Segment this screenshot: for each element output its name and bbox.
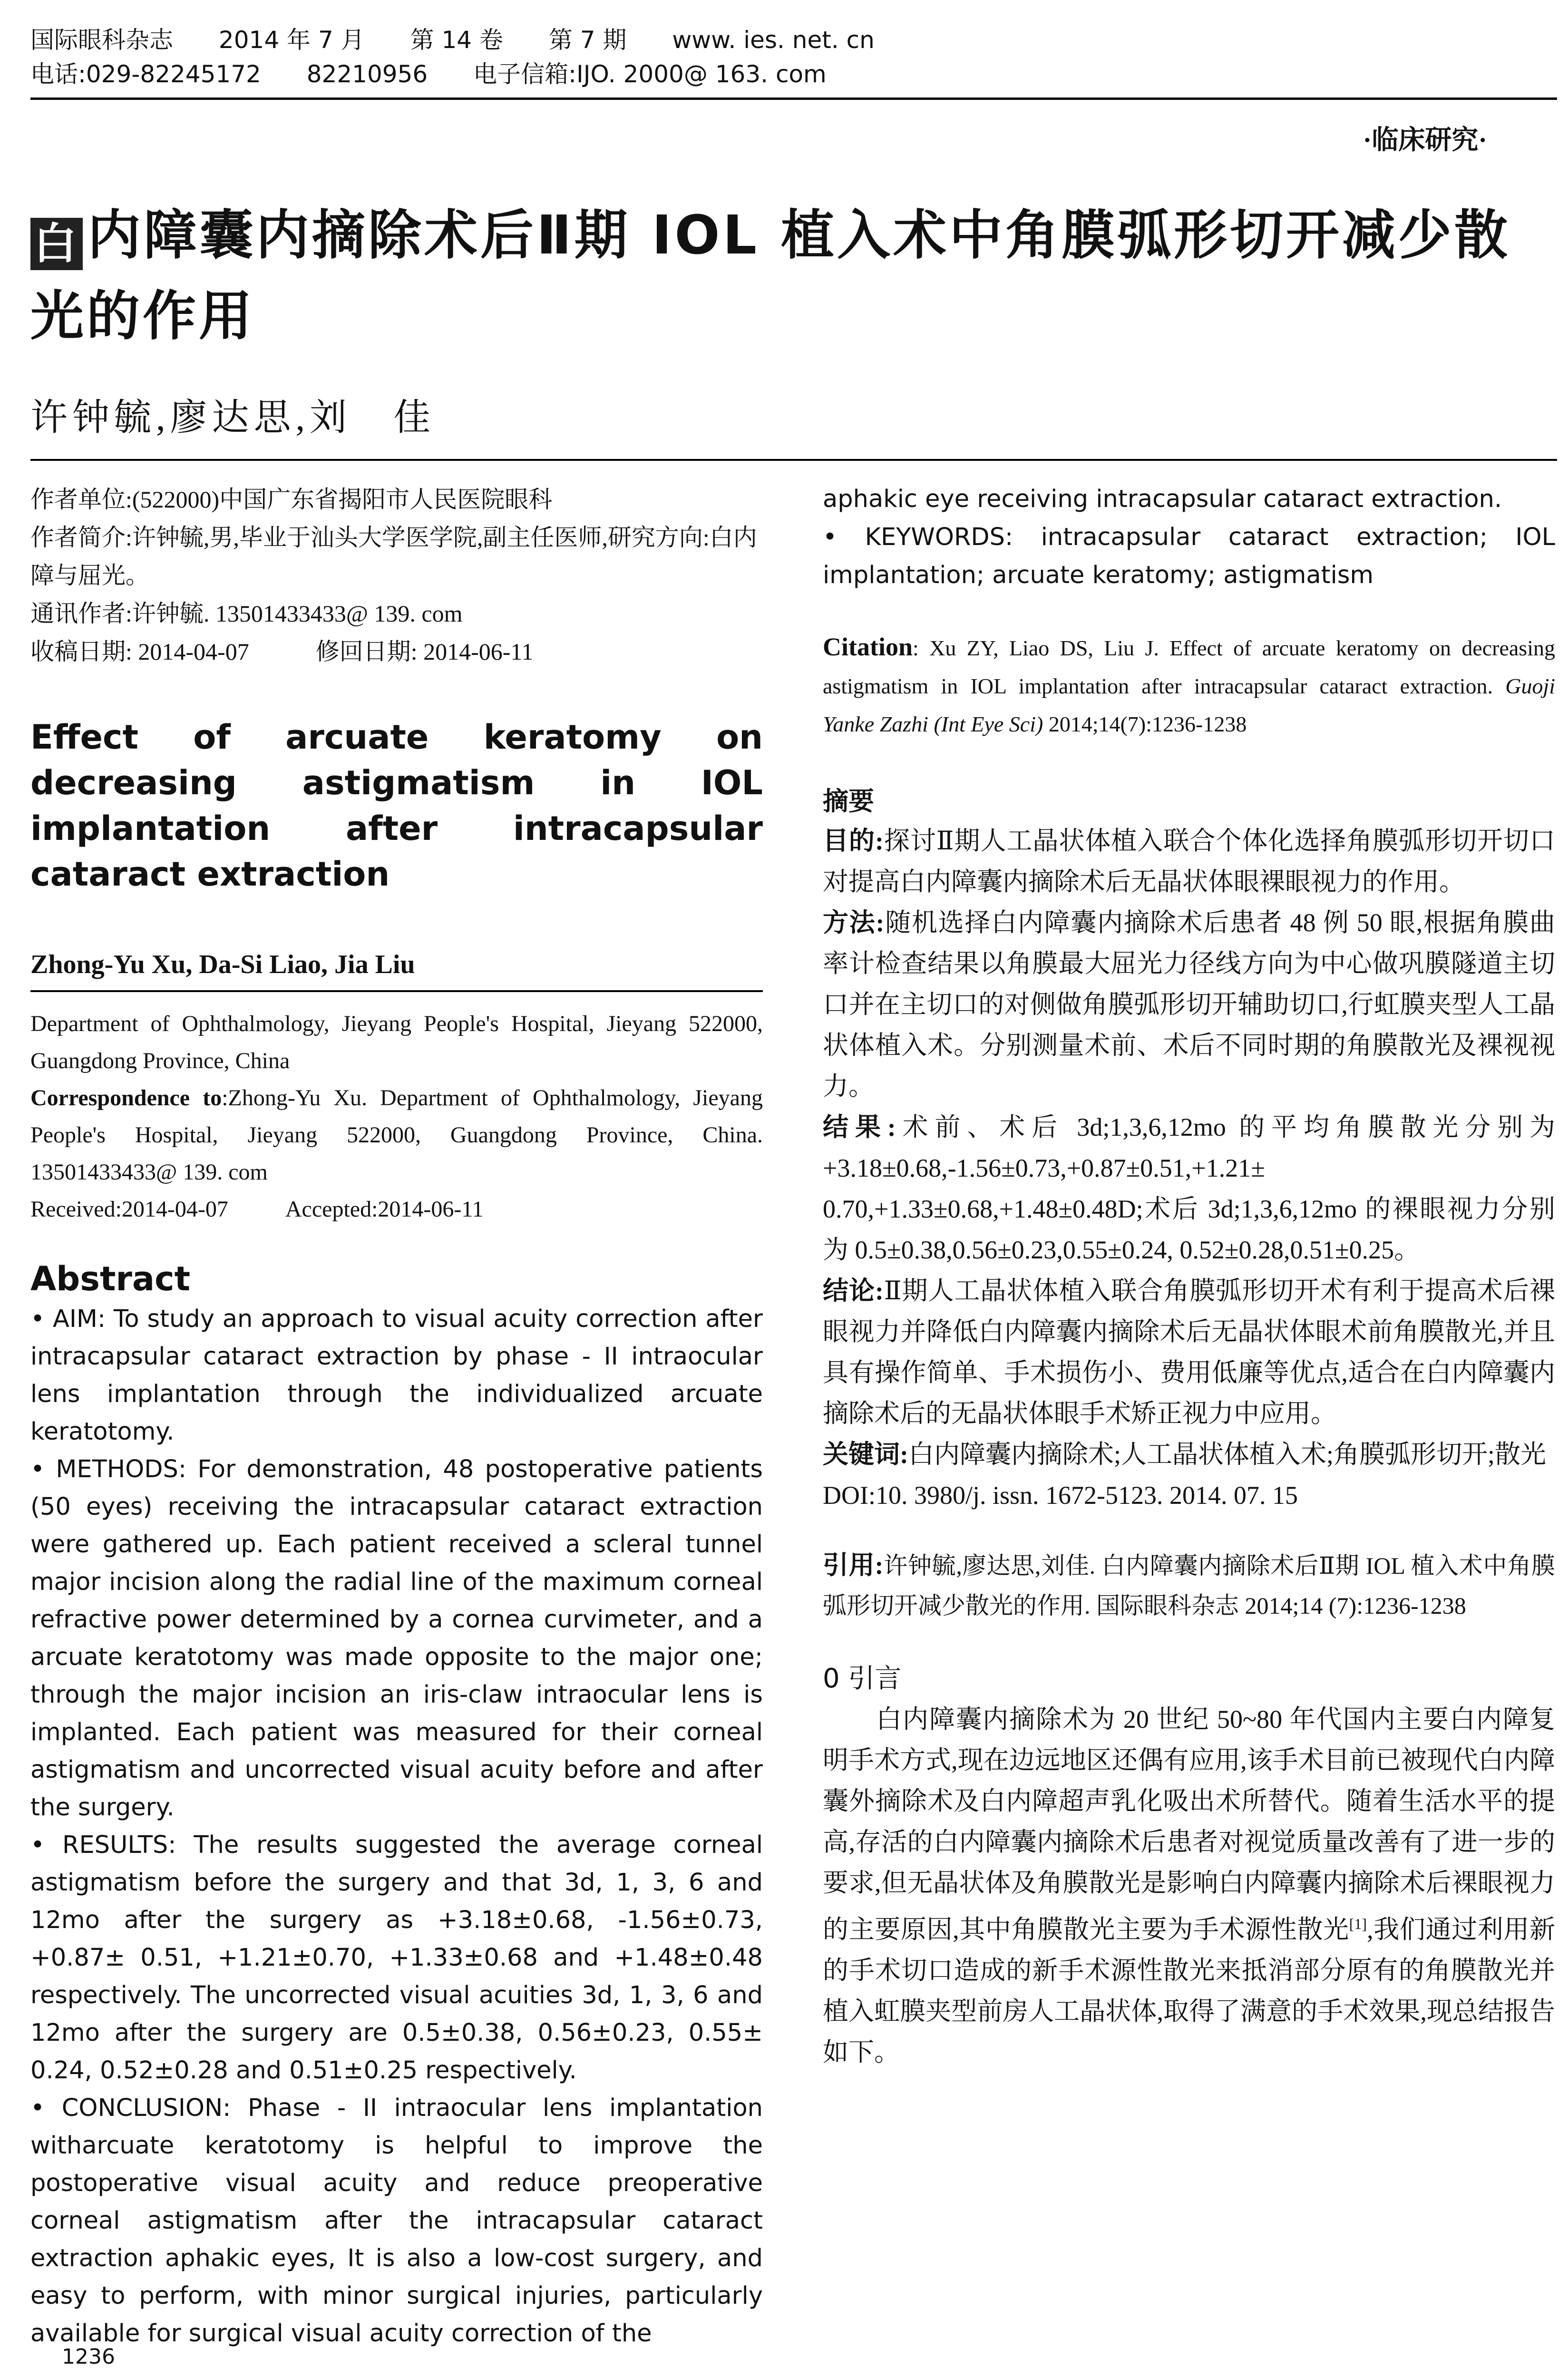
- cn-keywords-text: 白内障囊内摘除术;人工晶状体植入术;角膜弧形切开;散光: [908, 1440, 1546, 1469]
- author-unit: 作者单位:(522000)中国广东省揭阳市人民医院眼科: [30, 486, 553, 513]
- journal-name: 国际眼科杂志: [30, 26, 173, 54]
- cn-results-label: 结果:: [823, 1113, 896, 1141]
- abstract-methods: • METHODS: For demonstration, 48 postoperative patients (50 eyes) receiving the intracapsular cataract extraction were gathered up. Each patient received a scleral tunnel major incision along the radial line of the maximum corneal refractive power determined by a cornea curvimeter, and a arcuate keratotomy was made opposite to the major one; through the major incision an iris-claw intraocular lens is implanted. Each patient was measured for their corneal astigmatism and uncorrected visual acuity before and after the surgery.: [30, 1455, 763, 1822]
- journal-website[interactable]: www. ies. net. cn: [672, 26, 875, 54]
- author-info: [30, 480, 763, 671]
- issue-number: 第 7 期: [548, 26, 627, 54]
- journal-header: [30, 23, 1557, 91]
- cn-citation-text: 许钟毓,廖达思,刘佳. 白内障囊内摘除术后Ⅱ期 IOL 植入术中角膜弧形切开减少散光的作用. 国际眼科杂志 2014;14 (7):1236-1238: [823, 1552, 1556, 1619]
- dates-cn: [30, 633, 763, 671]
- cn-methods: [823, 902, 1555, 1107]
- cn-results: [823, 1107, 1555, 1270]
- intro-paragraph: [823, 1699, 1555, 2073]
- dates-en: [30, 1191, 763, 1228]
- email[interactable]: 电子信箱:IJO. 2000@ 163. com: [473, 60, 827, 88]
- cn-abstract-heading: 摘要: [823, 787, 874, 816]
- header-rule: [30, 97, 1557, 100]
- correspondence: [30, 1080, 763, 1191]
- section-label: ·临床研究·: [1363, 126, 1487, 155]
- cn-keywords: [823, 1434, 1555, 1475]
- volume: 第 14 卷: [410, 26, 503, 54]
- intro-text-2: ,我们通过利用新的手术切口造成的新手术源性散光来抵消部分原有的角膜散光并植入虹膜夹型前房人工晶状体,取得了满意的手术效果,现总结报告如下。: [823, 1915, 1555, 2066]
- authors-rule: [30, 459, 1557, 461]
- received-cn: 收稿日期: 2014-04-07: [30, 638, 249, 665]
- cn-methods-label: 方法:: [823, 908, 885, 937]
- abstract-heading: Abstract: [30, 1259, 191, 1298]
- english-authors: Zhong-Yu Xu, Da-Si Liao, Jia Liu: [30, 950, 415, 979]
- affiliation: [30, 1005, 763, 1228]
- right-column: [823, 480, 1555, 2073]
- abstract-continuation: aphakic eye receiving intracapsular cataract extraction.: [823, 485, 1502, 513]
- article-title: [30, 195, 1552, 357]
- abstract-results: • RESULTS: The results suggested the average corneal astigmatism before the surgery and that 3d, 1, 3, 6 and 12mo after the surgery as +3.18±0.68, -1.56±0.73, +0.87± 0.51, +1.21±0.70, +1.33±0.68 and +1.48±0.48 respectively. The uncorrected visual acuities 3d, 1, 3, 6 and 12mo after the surgery are 0.5±0.38, 0.56±0.23, 0.55± 0.24, 0.52±0.28 and 0.51±0.25 respectively.: [30, 1831, 763, 2085]
- cn-conclusion-text: Ⅱ期人工晶状体植入联合角膜弧形切开术有利于提高术后裸眼视力并降低白内障囊内摘除术后无晶状体眼术前角膜散光,并且具有操作简单、手术损伤小、费用低廉等优点,适合在白内障囊内摘除术后的无晶状体眼手术矫正视力中应用。: [823, 1276, 1555, 1428]
- cn-keywords-label: 关键词:: [823, 1440, 908, 1469]
- left-column: [30, 480, 763, 2352]
- cn-conclusion-label: 结论:: [823, 1276, 884, 1305]
- corresponding-author: 通讯作者:许钟毓. 13501433433@ 139. com: [30, 600, 463, 627]
- authors-en-rule: [30, 990, 763, 992]
- abstract-conclusion: • CONCLUSION: Phase - II intraocular lens implantation witharcuate keratotomy is helpful to improve the postoperative visual acuity and reduce preoperative corneal astigmatism after the intracapsular cataract extraction aphakic eyes, It is also a low-cost surgery, and easy to perform, with minor surgical injuries, particularly available for surgical visual acuity correction of the: [30, 2094, 763, 2348]
- citation-journal: Guoji Yanke Zazhi (Int Eye Sci): [823, 674, 1555, 736]
- cn-citation-label: 引用:: [823, 1551, 884, 1579]
- phone: 电话:029-82245172: [30, 60, 261, 88]
- cn-results-text: 术前、术后 3d;1,3,6,12mo 的平均角膜散光分别为 +3.18±0.68,-1.56±0.73,+0.87±0.51,+1.21± 0.70,+1.33±0.68,+1.48±0.48D;术后 3d;1,3,6,12mo 的裸眼视力分别为 0.5±0.38,0.56±0.23,0.55±0.24, 0.52±0.28,0.51±0.25。: [823, 1113, 1556, 1264]
- cn-aim: [823, 820, 1555, 902]
- english-title: Effect of arcuate keratomy on decreasing astigmatism in IOL implantation after intracapsular cataract extraction: [30, 718, 763, 894]
- title-badge: 白: [30, 218, 83, 270]
- citation-label: Citation: [823, 633, 913, 661]
- accepted-en: Accepted:2014-06-11: [285, 1197, 484, 1222]
- cn-aim-label: 目的:: [823, 827, 884, 855]
- abstract-keywords: • KEYWORDS: intracapsular cataract extraction; IOL implantation; arcuate keratomy; astigmatism: [823, 523, 1555, 589]
- revised-cn: 修回日期: 2014-06-11: [315, 638, 534, 665]
- intro-ref[interactable]: [1]: [1349, 1915, 1367, 1932]
- correspondence-text: :Zhong-Yu Xu. Department of Ophthalmology, Jieyang People's Hospital, Jieyang 522000, Guangdong Province, China. 13501433433@ 139. com: [30, 1085, 763, 1185]
- cn-conclusion: [823, 1270, 1555, 1434]
- correspondence-label: Correspondence to: [30, 1085, 222, 1111]
- department: Department of Ophthalmology, Jieyang People's Hospital, Jieyang 522000, Guangdong Province, China: [30, 1011, 763, 1073]
- phone2: 82210956: [306, 60, 428, 88]
- cn-aim-text: 探讨Ⅱ期人工晶状体植入联合个体化选择角膜弧形切开切口对提高白内障囊内摘除术后无晶状体眼裸眼视力的作用。: [823, 827, 1555, 896]
- issue-date: 2014 年 7 月: [218, 26, 365, 54]
- intro-heading: 0 引言: [823, 1663, 902, 1694]
- author-bio: 作者简介:许钟毓,男,毕业于汕头大学医学院,副主任医师,研究方向:白内障与屈光。: [30, 524, 757, 589]
- title-text: 内障囊内摘除术后Ⅱ期 IOL 植入术中角膜弧形切开减少散光的作用: [30, 205, 1511, 347]
- cn-methods-text: 随机选择白内障囊内摘除术后患者 48 例 50 眼,根据角膜曲率计检查结果以角膜最大屈光力径线方向为中心做巩膜隧道主切口并在主切口的对侧做角膜弧形切开辅助切口,行虹膜夹型人工晶状体植入术。分别测量术前、术后不同时期的角膜散光及裸视视力。: [823, 908, 1555, 1101]
- abstract-aim: • AIM: To study an approach to visual acuity correction after intracapsular cataract extraction by phase - II intraocular lens implantation through the individualized arcuate keratotomy.: [30, 1305, 763, 1446]
- citation-en: [823, 628, 1555, 743]
- received-en: Received:2014-04-07: [30, 1197, 228, 1222]
- doi[interactable]: DOI:10. 3980/j. issn. 1672-5123. 2014. 07. 15: [823, 1481, 1298, 1510]
- cn-citation: [823, 1545, 1555, 1626]
- page-number: 1236: [62, 2345, 115, 2369]
- intro-text-1: 白内障囊内摘除术为 20 世纪 50~80 年代国内主要白内障复明手术方式,现在边远地区还偶有应用,该手术目前已被现代白内障囊外摘除术及白内障超声乳化吸出术所替代。随着生活水平的提高,存活的白内障囊内摘除术后患者对视觉质量改善有了进一步的要求,但无晶状体及角膜散光是影响白内障囊内摘除术后裸眼视力的主要原因,其中角膜散光主要为手术源性散光: [823, 1705, 1555, 1944]
- authors-cn: 许钟毓,廖达思,刘 佳: [30, 397, 436, 438]
- citation-text: : Xu ZY, Liao DS, Liu J. Effect of arcuate keratomy on decreasing astigmatism in IOL implantation after intracapsular cataract extraction.: [823, 636, 1555, 698]
- citation-ref: 2014;14(7):1236-1238: [1043, 712, 1247, 736]
